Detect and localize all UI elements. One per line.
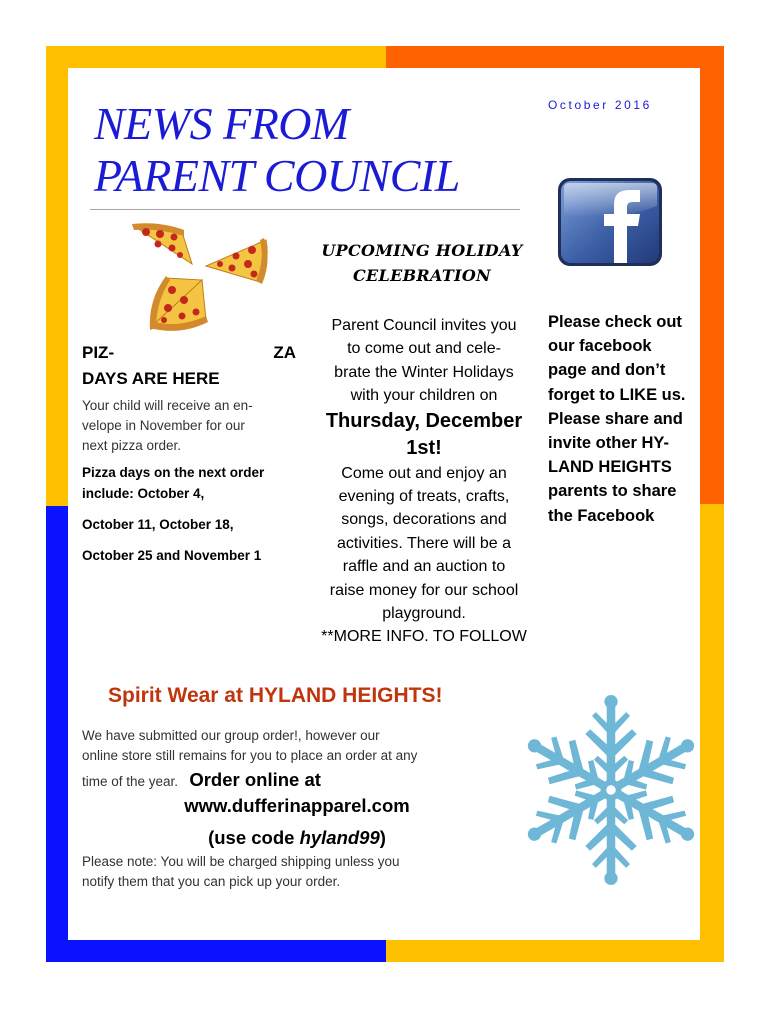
pizza-heading-line-2: DAYS ARE HERE [82, 369, 220, 388]
holiday-heading-line-1: UPCOMING HOLIDAY [321, 241, 523, 260]
holiday-date-line: 1st! [406, 436, 442, 459]
holiday-body-line: activities. There will be a [337, 534, 511, 552]
pizza-body-line: Your child will receive an en- [82, 398, 253, 413]
holiday-body-line: evening of treats, crafts, [338, 488, 510, 506]
shipping-note [82, 852, 512, 892]
holiday-body-line: songs, decorations and [341, 511, 507, 529]
holiday-body-line: Parent Council invites you [331, 317, 517, 334]
spirit-body-line: online store still remains for you to place an order at any [82, 748, 418, 763]
facebook-icon [556, 176, 664, 268]
holiday-date-line: Thursday, December [325, 409, 523, 432]
pizza-dates [82, 462, 302, 576]
title-divider [90, 209, 520, 210]
holiday-body-line: playground. [382, 605, 466, 623]
holiday-body-line: brate the Winter Holidays [334, 363, 514, 381]
border-top-right [386, 46, 724, 68]
store-url-link[interactable]: www.dufferinapparel.com [184, 795, 410, 816]
facebook-note-line: LAND HEIGHTS [548, 458, 672, 477]
facebook-note-line: parents to share [548, 482, 677, 501]
promo-code-prefix: (use code [208, 827, 300, 848]
order-online-label: Order online at [189, 769, 321, 790]
promo-code [82, 827, 512, 849]
snowflake-icon [516, 690, 706, 890]
pizza-heading-right: ZA [273, 343, 296, 362]
border-left-bottom [46, 506, 68, 962]
holiday-body-line: **MORE INFO. TO FOLLOW [321, 628, 527, 646]
pizza-body [82, 396, 302, 456]
pizza-dates-line: October 11, October 18, [82, 517, 234, 532]
border-bottom-right [386, 940, 724, 962]
holiday-body-line: raise money for our school [329, 581, 519, 599]
spirit-wear-body [82, 726, 512, 792]
pizza-body-line: next pizza order. [82, 438, 182, 453]
shipping-note-line: notify them that you can pick up your order. [82, 874, 341, 889]
promo-code-value: hyland99 [299, 827, 380, 848]
shipping-note-line: Please note: You will be charged shipping unless you [82, 854, 400, 869]
holiday-body-line: to come out and cele- [347, 340, 501, 358]
pizza-body-line: velope in November for our [82, 418, 245, 433]
border-bottom-left [46, 940, 386, 962]
holiday-body-line: Come out and enjoy an [341, 464, 507, 482]
facebook-note-line: our facebook [548, 337, 652, 356]
border-top-left [46, 46, 386, 68]
facebook-note-line: the Facebook [548, 506, 655, 525]
pizza-dates-line: include: October 4, [82, 486, 205, 501]
title-line-1: NEWS FROM [94, 98, 349, 149]
facebook-note-line: Please check out [548, 313, 682, 331]
newsletter-title [94, 98, 534, 202]
border-left-top [46, 46, 68, 506]
facebook-note-line: Please share and [548, 409, 683, 428]
facebook-note-line: invite other HY- [548, 434, 670, 453]
pizza-dates-line: Pizza days on the next order [82, 465, 265, 480]
facebook-note-line: forget to LIKE us. [548, 385, 686, 404]
holiday-body-line: raffle and an auction to [342, 558, 506, 576]
holiday-heading-line-2: CELEBRATION [353, 266, 491, 285]
title-line-2: PARENT COUNCIL [94, 150, 460, 201]
holiday-body [306, 314, 542, 649]
facebook-note [548, 310, 708, 528]
spirit-body-line: time of the year. [82, 774, 179, 789]
promo-code-suffix: ) [379, 827, 386, 848]
spirit-body-line: We have submitted our group order!, however our [82, 728, 380, 743]
pizza-heading-left: PIZ- [82, 343, 115, 362]
holiday-body-line: with your children on [350, 387, 498, 405]
pizza-dates-line: October 25 and November 1 [82, 548, 262, 563]
holiday-heading [292, 238, 552, 288]
issue-date: October 2016 [548, 98, 652, 112]
pizza-slices [120, 220, 278, 340]
facebook-note-line: page and don’t [548, 361, 666, 380]
spirit-wear-heading: Spirit Wear at HYLAND HEIGHTS! [108, 684, 443, 707]
pizza-heading [82, 340, 296, 392]
